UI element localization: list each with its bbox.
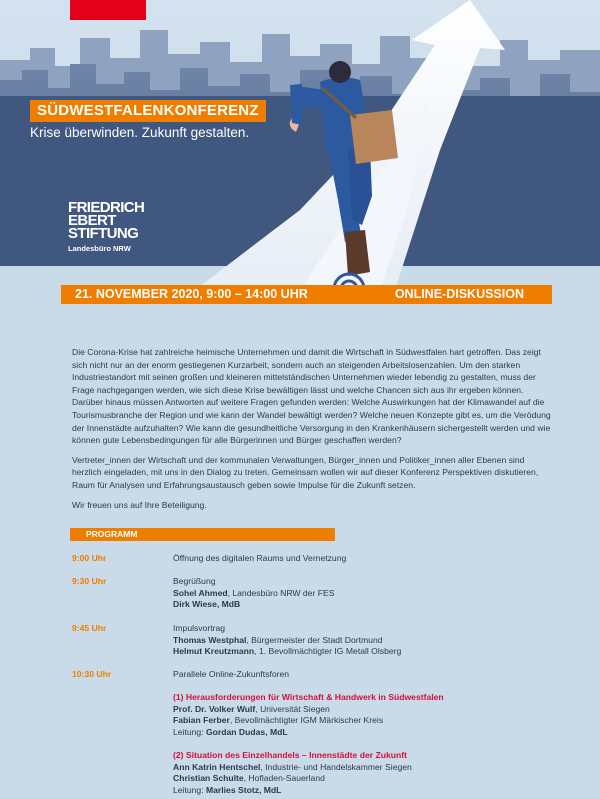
speaker-role: , Universität Siegen xyxy=(255,703,330,714)
speaker-name: Dirk Wiese, MdB xyxy=(173,599,241,609)
lead-name: Gordan Dudas, MdL xyxy=(205,726,288,737)
event-type: ONLINE-DISKUSSION xyxy=(394,287,524,301)
speaker-role: , Landesbüro NRW der FES xyxy=(227,587,335,598)
speaker-name: Helmut Kreutzmann xyxy=(173,646,255,656)
speaker xyxy=(173,773,553,785)
lead-label: Leitung: xyxy=(173,726,206,737)
schedule-time: 10:30 Uhr xyxy=(72,669,112,679)
programm-heading: PROGRAMM xyxy=(70,528,335,541)
intro-text xyxy=(72,346,556,518)
logo-line: EBERT xyxy=(68,212,116,229)
schedule-time: 9:45 Uhr xyxy=(72,623,107,633)
schedule-text: Öffnung des digitalen Raums und Vernetzung xyxy=(173,553,347,563)
date-banner xyxy=(61,285,552,304)
speaker xyxy=(173,704,553,716)
speaker-name: Fabian Ferber xyxy=(173,715,230,725)
speaker-name: Prof. Dr. Volker Wulf xyxy=(173,703,256,714)
logo-line: STIFTUNG xyxy=(68,225,139,242)
speaker xyxy=(173,588,553,600)
speaker xyxy=(173,599,553,611)
schedule-time: 9:30 Uhr xyxy=(72,576,107,586)
event-date: 21. NOVEMBER 2020, 9:00 – 14:00 UHR xyxy=(75,287,308,301)
forum-title: (1) Herausforderungen für Wirtschaft & Handwerk in Südwestfalen xyxy=(173,692,444,702)
speaker xyxy=(173,646,553,658)
speaker-role: , Industrie- und Handelskammer Siegen xyxy=(260,761,412,772)
speaker-name: Ann Katrin Hentschel xyxy=(173,761,261,772)
speaker xyxy=(173,715,553,727)
conference-title: SÜDWESTFALENKONFERENZ xyxy=(30,100,266,122)
intro-paragraph: Wir freuen uns auf Ihre Beteiligung. xyxy=(72,499,207,510)
logo-line: FRIEDRICH xyxy=(68,199,145,216)
forum-lead xyxy=(173,785,553,797)
speaker-name: Christian Schulte xyxy=(173,773,244,783)
forum-lead xyxy=(173,727,553,739)
speaker-role: , Bürgermeister der Stadt Dortmund xyxy=(246,634,383,645)
city-skyline-graphic xyxy=(0,0,600,300)
lead-name: Marlies Stotz, MdL xyxy=(205,784,282,795)
speaker-role: , Bevollmächtigter IGM Märkischer Kreis xyxy=(229,715,384,725)
schedule-text: Begrüßung xyxy=(173,576,216,586)
speaker xyxy=(173,635,553,647)
schedule-time: 9:00 Uhr xyxy=(72,553,107,563)
speaker-name: Sohel Ahmed xyxy=(173,587,228,598)
logo-subtitle: Landesbüro NRW xyxy=(68,244,131,253)
speaker-role: , Hofladen-Sauerland xyxy=(243,773,325,783)
schedule-text: Impulsvortrag xyxy=(173,623,226,633)
red-tab xyxy=(70,0,146,20)
speaker xyxy=(173,762,553,774)
forum-title: (2) Situation des Einzelhandels – Innenstädte der Zukunft xyxy=(173,750,407,760)
speaker-role: , 1. Bevollmächtigter IG Metall Olsberg xyxy=(254,646,402,656)
intro-paragraph: Vertreter_innen der Wirtschaft und der kommunalen Verwaltungen, Bürger_innen und Politiker_innen aller Ebenen sind herzlich eingeladen, mit uns in den Dialog zu treten. Gemeinsam wollen wir auf dieser Konferenz Perspektiven diskutieren, Raum für Analysen und Erfahrungsaustausch geben sowie Impulse für die Zukunft setzen. xyxy=(72,454,539,490)
hero-illustration xyxy=(0,0,600,300)
intro-paragraph: Die Corona-Krise hat zahlreiche heimische Unternehmen und damit die Wirtschaft in Südwestfalen hart getroffen. Das zeigt sich nicht nur an der enorm gestiegenen Kurzarbeit, sondern auch an steigenden Arbeitslosenzahlen. Um den starken Industriestandort mit seinen großen und kleineren mittelständischen Unternehmen wieder lebendig zu gestalten, muss der Frage nachgegangen werden, wie sich diese Krise bewältigen lässt und welche Chancen sich aus ihr ergeben können. Darüber hinaus müssen Antworten auf weitere Fragen gefunden werden: Welche Auswirkungen hat der Klimawandel auf die Tourismusbranche der Region und wie kann der Wandel bewältigt werden? Welche neuen Konzepte gibt es, um die Verödung der Innenstädte aufzuhalten? Wie kann die gesundheitliche Versorgung in den Krankenhäusern sichergestellt werden und wie können gute Lebensbedingungen für alle Bürgerinnen und Bürger geschaffen werden? xyxy=(72,347,551,446)
lead-label: Leitung: xyxy=(173,784,206,795)
conference-subtitle: Krise überwinden. Zukunft gestalten. xyxy=(30,125,250,140)
fes-logo xyxy=(68,201,144,253)
schedule-text: Parallele Online-Zukunftsforen xyxy=(173,669,290,679)
speaker-name: Thomas Westphal xyxy=(173,634,247,645)
